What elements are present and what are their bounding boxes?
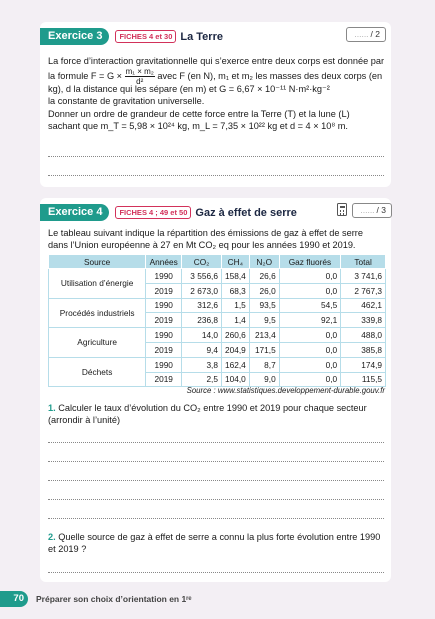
value-cell: 0,0 (279, 372, 340, 387)
table-row (49, 269, 386, 284)
exercise-3-score: / 2 (370, 29, 380, 39)
value-cell: 339,8 (341, 313, 386, 328)
table-header: N₂O (249, 255, 279, 269)
value-cell: 9,0 (249, 372, 279, 387)
value-cell: 488,0 (341, 328, 386, 343)
exercise-4-title: Gaz à effet de serre (195, 206, 297, 219)
value-cell: 2,5 (182, 372, 222, 387)
value-cell: 3 556,6 (182, 269, 222, 284)
value-cell: 171,5 (249, 342, 279, 357)
year-cell: 1990 (146, 298, 182, 313)
table-header: Total (341, 255, 386, 269)
emissions-table (48, 254, 386, 387)
question-2: 2. Quelle source de gaz à effet de serre a connu la plus forte évolution entre 1990 et 2019 ? (48, 532, 381, 555)
value-cell: 312,6 (182, 298, 222, 313)
gravitation-fraction: $\frac{\text{m₁ × m₂}}{\text{d²}}$ (125, 67, 154, 87)
table-header: Source (49, 255, 146, 269)
value-cell: 26,6 (249, 269, 279, 284)
value-cell: 14,0 (182, 328, 222, 343)
exercise-4-header (40, 204, 297, 221)
table-header-row (49, 255, 386, 269)
question-2-answer-lines[interactable] (48, 554, 384, 573)
exercise-3-fiches: FICHES 4 et 30 (115, 30, 176, 43)
value-cell: 93,5 (249, 298, 279, 313)
value-cell: 104,0 (221, 372, 249, 387)
table-header: Gaz fluorés (279, 255, 340, 269)
page-footer (0, 591, 192, 607)
exercise-3-card (40, 22, 391, 187)
value-cell: 385,8 (341, 342, 386, 357)
exercise-4-score-box[interactable]: ...... / 3 (352, 203, 392, 218)
year-cell: 1990 (146, 328, 182, 343)
exercise-3-title: La Terre (180, 30, 223, 43)
value-cell: 68,3 (221, 283, 249, 298)
value-cell: 260,6 (221, 328, 249, 343)
year-cell: 1990 (146, 357, 182, 372)
year-cell: 2019 (146, 313, 182, 328)
exercise-3-tag: Exercice 3 (40, 28, 109, 45)
source-cell: Utilisation d’énergie (49, 269, 146, 299)
exercise-3-score-box[interactable]: ...... / 2 (346, 27, 386, 42)
exercise-3-header (40, 28, 223, 45)
table-header: CO₂ (182, 255, 222, 269)
value-cell: 174,9 (341, 357, 386, 372)
value-cell: 0,0 (279, 283, 340, 298)
table-header: Années (146, 255, 182, 269)
question-1: 1. Calculer le taux d’évolution du CO₂ entre 1990 et 2019 pour chaque secteur (arrondir à l’unité) (48, 403, 367, 426)
question-1-answer-lines[interactable] (48, 424, 384, 519)
footer-text: Préparer son choix d’orientation en 1ʳᵉ (36, 594, 192, 604)
table-row (49, 298, 386, 313)
exercise-3-statement: La force d’interaction gravitationnelle qui s’exerce entre deux corps est donnée par la formule F = G × $\frac{\text{m₁ × m₂}}{\text{d²}}$ avec F (en N), m₁ et m₂ les masses des deux corps (en kg), d la distance qui les sépare (en m) et G = 6,67 × 10⁻¹¹ N·m²·kg⁻² la constante de gravitation universelle. Donner un ordre de grandeur de cette force entre la Terre (T) et la lune (L) sachant que m_T = 5,98 × 10²⁴ kg, m_L = 7,35 × 10²² kg et d = 4 × 10⁸ m. (48, 56, 385, 131)
value-cell: 3,8 (182, 357, 222, 372)
value-cell: 0,0 (279, 342, 340, 357)
year-cell: 1990 (146, 269, 182, 284)
value-cell: 236,8 (182, 313, 222, 328)
source-cell: Déchets (49, 357, 146, 387)
table-row (49, 328, 386, 343)
year-cell: 2019 (146, 283, 182, 298)
value-cell: 3 741,6 (341, 269, 386, 284)
value-cell: 54,5 (279, 298, 340, 313)
value-cell: 1,4 (221, 313, 249, 328)
value-cell: 0,0 (279, 328, 340, 343)
value-cell: 462,1 (341, 298, 386, 313)
value-cell: 8,7 (249, 357, 279, 372)
value-cell: 204,9 (221, 342, 249, 357)
value-cell: 0,0 (279, 269, 340, 284)
year-cell: 2019 (146, 372, 182, 387)
exercise-4-fiches: FICHES 4 ; 49 et 50 (115, 206, 191, 219)
value-cell: 26,0 (249, 283, 279, 298)
value-cell: 2 767,3 (341, 283, 386, 298)
year-cell: 2019 (146, 342, 182, 357)
value-cell: 92,1 (279, 313, 340, 328)
exercise-4-tag: Exercice 4 (40, 204, 109, 221)
value-cell: 9,4 (182, 342, 222, 357)
exercise-4-card (40, 198, 391, 582)
exercise-4-score: / 3 (376, 205, 386, 215)
table-source: Source : www.statistiques.developpement-durable.gouv.fr (186, 386, 385, 395)
value-cell: 2 673,0 (182, 283, 222, 298)
value-cell: 115,5 (341, 372, 386, 387)
calculator-icon (337, 203, 347, 216)
value-cell: 162,4 (221, 357, 249, 372)
value-cell: 1,5 (221, 298, 249, 313)
page-number: 70 (0, 591, 28, 607)
exercise-4-intro: Le tableau suivant indique la répartition des émissions de gaz à effet de serre dans l’Union européenne à 27 en Mt CO₂ eq pour les années 1990 et 2019. (48, 228, 363, 251)
table-header: CH₄ (221, 255, 249, 269)
table-row (49, 357, 386, 372)
exercise-3-answer-lines[interactable] (48, 138, 384, 176)
value-cell: 0,0 (279, 357, 340, 372)
source-cell: Procédés industriels (49, 298, 146, 328)
value-cell: 9,5 (249, 313, 279, 328)
value-cell: 213,4 (249, 328, 279, 343)
source-cell: Agriculture (49, 328, 146, 358)
value-cell: 158,4 (221, 269, 249, 284)
